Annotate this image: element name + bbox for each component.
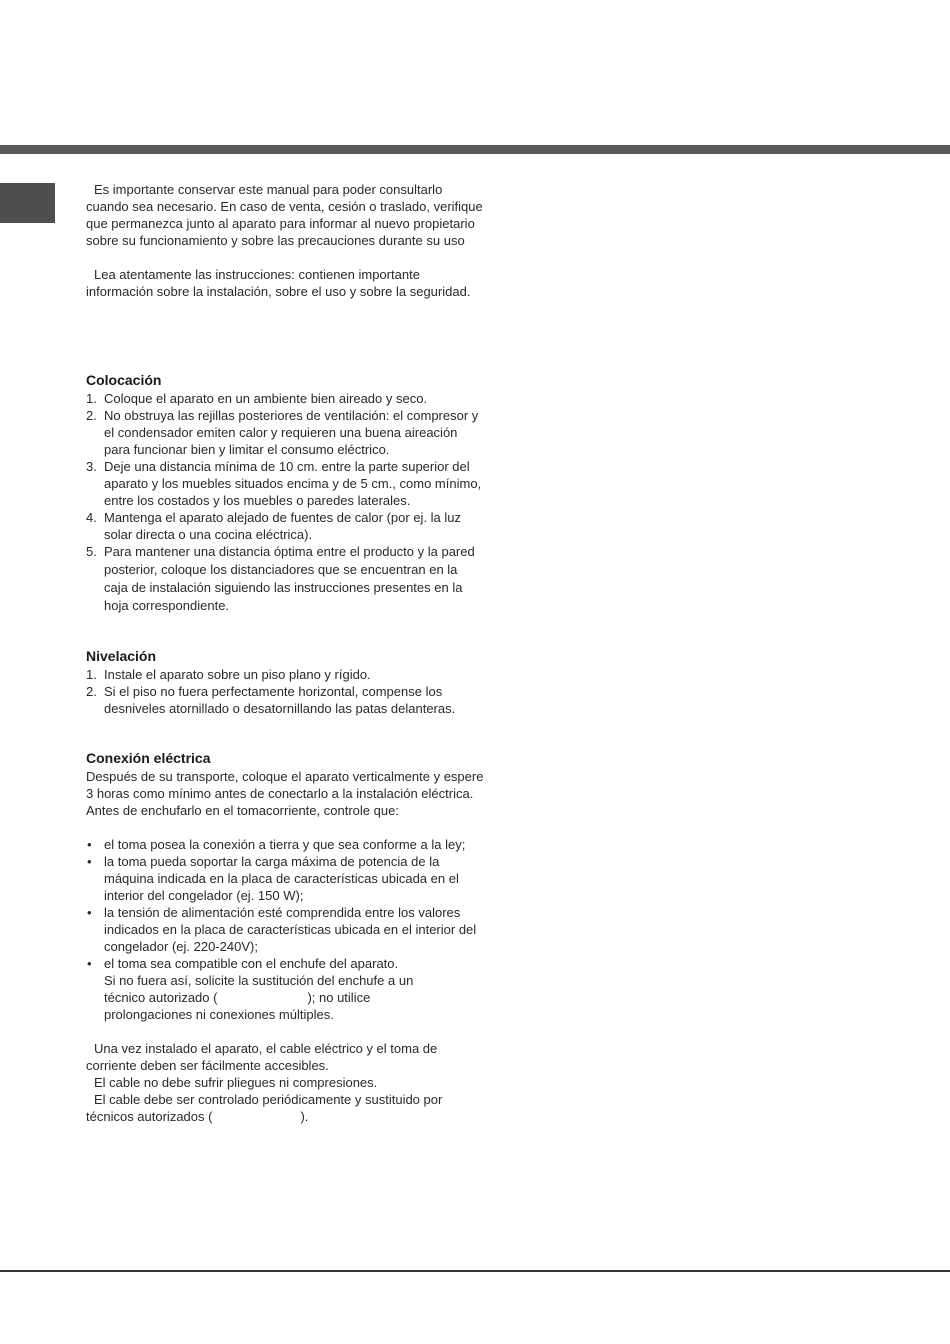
conexion-lead: Después de su transporte, coloque el aparato verticalmente y espere 3 horas como mínimo antes de conectarlo a la instalación eléctrica. Antes de enchufarlo en el tomacorriente, controle que: bbox=[86, 769, 484, 818]
list-item: 2. No obstruya las rejillas posteriores de ventilación: el compresor y el condensador emiten calor y requieren una buena aireación para funcionar bien y limitar el consumo eléctrico. bbox=[86, 408, 479, 457]
nivelacion-list bbox=[86, 666, 484, 717]
section-title-colocacion: Colocación bbox=[86, 372, 162, 388]
colocacion-list bbox=[86, 390, 484, 615]
closing-paragraph-1: Una vez instalado el aparato, el cable eléctrico y el toma de corriente deben ser fácilmente accesibles. bbox=[86, 1041, 438, 1073]
header-rule bbox=[0, 145, 950, 154]
list-item: 5. Para mantener una distancia óptima entre el producto y la pared posterior, coloque los distanciadores que se encuentran en la caja de instalación siguiendo las instrucciones presentes en la hoja correspondiente. bbox=[86, 544, 475, 613]
bullet-glyph: • bbox=[87, 905, 92, 920]
list-item: 1. Instale el aparato sobre un piso plano y rígido. bbox=[86, 667, 371, 682]
section-title-nivelacion: Nivelación bbox=[86, 648, 157, 664]
list-item: • la tensión de alimentación esté comprendida entre los valores indicados en la placa de características ubicada en el interior del congelador (ej. 220-240V); bbox=[87, 905, 477, 954]
bullet-glyph: • bbox=[87, 837, 92, 852]
closing-paragraph-3: El cable debe ser controlado periódicamente y sustituido por técnicos autorizados ( ). bbox=[86, 1092, 443, 1124]
section-conexion-electrica bbox=[86, 750, 484, 1125]
bullet-glyph: • bbox=[87, 854, 92, 869]
list-item: • la toma pueda soportar la carga máxima de potencia de la máquina indicada en la placa de características ubicada en el interior del congelador (ej. 150 W); bbox=[87, 854, 459, 903]
list-item: • el toma posea la conexión a tierra y que sea conforme a la ley; bbox=[87, 837, 466, 852]
closing-paragraph-2: El cable no debe sufrir pliegues ni compresiones. bbox=[94, 1075, 378, 1090]
bullet-glyph: • bbox=[87, 956, 92, 971]
list-item: 2. Si el piso no fuera perfectamente horizontal, compense los desniveles atornillado o desatornillando las patas delanteras. bbox=[86, 684, 456, 716]
intro-paragraph-1: Es importante conservar este manual para poder consultarlo cuando sea necesario. En caso de venta, cesión o traslado, verifique que permanezca junto al aparato para informar al nuevo propietario sobre su funcionamiento y sobre las precauciones durante su uso bbox=[86, 182, 483, 248]
list-item: • el toma sea compatible con el enchufe del aparato. Si no fuera así, solicite la sustitución del enchufe a un técnico autorizado ( ); no utilice prolongaciones ni conexiones múltiples. bbox=[86, 955, 484, 1023]
bullet4-line3: técnico autorizado ( ); no utilice bbox=[104, 990, 371, 1005]
footer-rule bbox=[0, 1270, 950, 1272]
list-item: 1. Coloque el aparato en un ambiente bien aireado y seco. bbox=[86, 391, 428, 406]
main-text-column bbox=[86, 181, 484, 1125]
conexion-bullet-list bbox=[86, 836, 484, 1023]
section-title-conexion: Conexión eléctrica bbox=[86, 750, 211, 766]
intro-paragraph-2: Lea atentamente las instrucciones: contienen importante información sobre la instalación, sobre el uso y sobre la seguridad. bbox=[86, 267, 471, 299]
section-nivelacion bbox=[86, 648, 484, 717]
list-item: 3. Deje una distancia mínima de 10 cm. entre la parte superior del aparato y los muebles situados encima y de 5 cm., como mínimo, entre los costados y los muebles o paredes laterales. bbox=[86, 459, 482, 508]
list-item: 4. Mantenga el aparato alejado de fuentes de calor (por ej. la luz solar directa o una cocina eléctrica). bbox=[86, 510, 462, 542]
section-colocacion bbox=[86, 372, 484, 615]
language-tab-marker bbox=[0, 183, 55, 223]
